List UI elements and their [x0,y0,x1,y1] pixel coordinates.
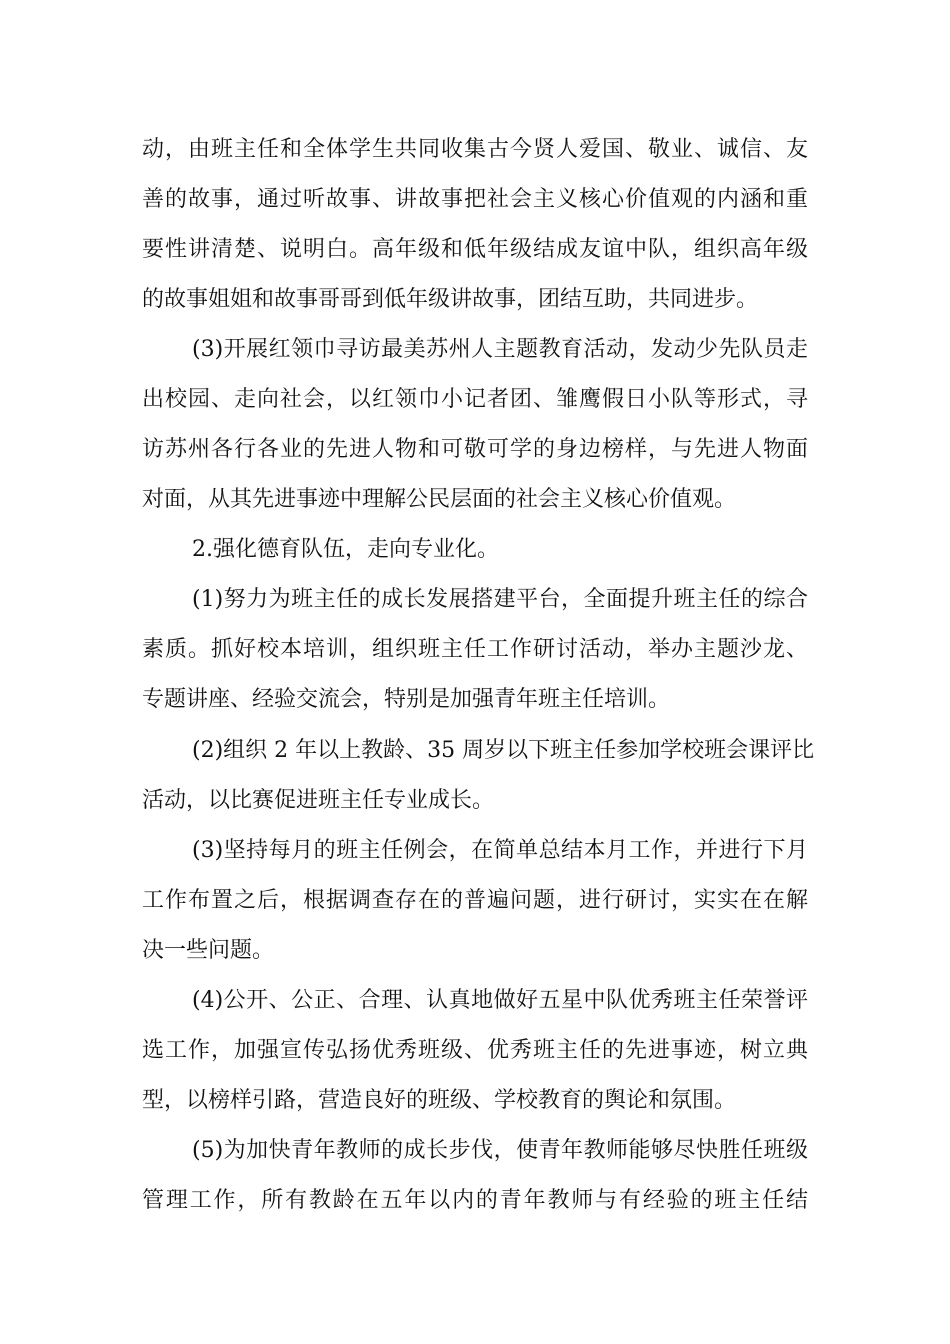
text-line: 的故事姐姐和故事哥哥到低年级讲故事，团结互助，共同进步。 [142,287,759,312]
text-line: 活动，以比赛促进班主任专业成长。 [142,788,495,813]
text-line: 素质。抓好校本培训，组织班主任工作研讨活动，举办主题沙龙、 [142,637,808,662]
section-heading: 2.强化德育队伍，走向专业化。 [192,537,499,562]
text-line: (3)开展红领巾寻访最美苏州人主题教育活动，发动少先队员走 [192,337,808,362]
text-line: 对面，从其先进事迹中理解公民层面的社会主义核心价值观。 [142,487,737,512]
text-line: 专题讲座、经验交流会，特别是加强青年班主任培训。 [142,687,671,712]
text-line: 决一些问题。 [142,938,275,963]
text-line: 访苏州各行各业的先进人物和可敬可学的身边榜样，与先进人物面 [142,437,808,462]
text-line: 善的故事，通过听故事、讲故事把社会主义核心价值观的内涵和重 [142,187,808,212]
text-line: 出校园、走向社会，以红领巾小记者团、雏鹰假日小队等形式，寻 [142,387,808,412]
text-line: 选工作，加强宣传弘扬优秀班级、优秀班主任的先进事迹，树立典 [142,1038,808,1063]
text-line: 工作布置之后，根据调查存在的普遍问题，进行研讨，实实在在解 [142,888,808,913]
text-line: (4)公开、公正、合理、认真地做好五星中队优秀班主任荣誉评 [192,988,808,1013]
text-line: 动，由班主任和全体学生共同收集古今贤人爱国、敬业、诚信、友 [142,137,808,162]
text-line: 要性讲清楚、说明白。高年级和低年级结成友谊中队，组织高年级 [142,237,808,262]
text-line: 管理工作，所有教龄在五年以内的青年教师与有经验的班主任结 [142,1188,808,1213]
text-line: (1)努力为班主任的成长发展搭建平台，全面提升班主任的综合 [192,587,808,612]
text-line: 型，以榜样引路，营造良好的班级、学校教育的舆论和氛围。 [142,1088,737,1113]
text-line: (2)组织 2 年以上教龄、35 周岁以下班主任参加学校班会课评比 [192,738,815,763]
text-line: (5)为加快青年教师的成长步伐，使青年教师能够尽快胜任班级 [192,1138,808,1163]
text-line: (3)坚持每月的班主任例会，在简单总结本月工作，并进行下月 [192,838,808,863]
